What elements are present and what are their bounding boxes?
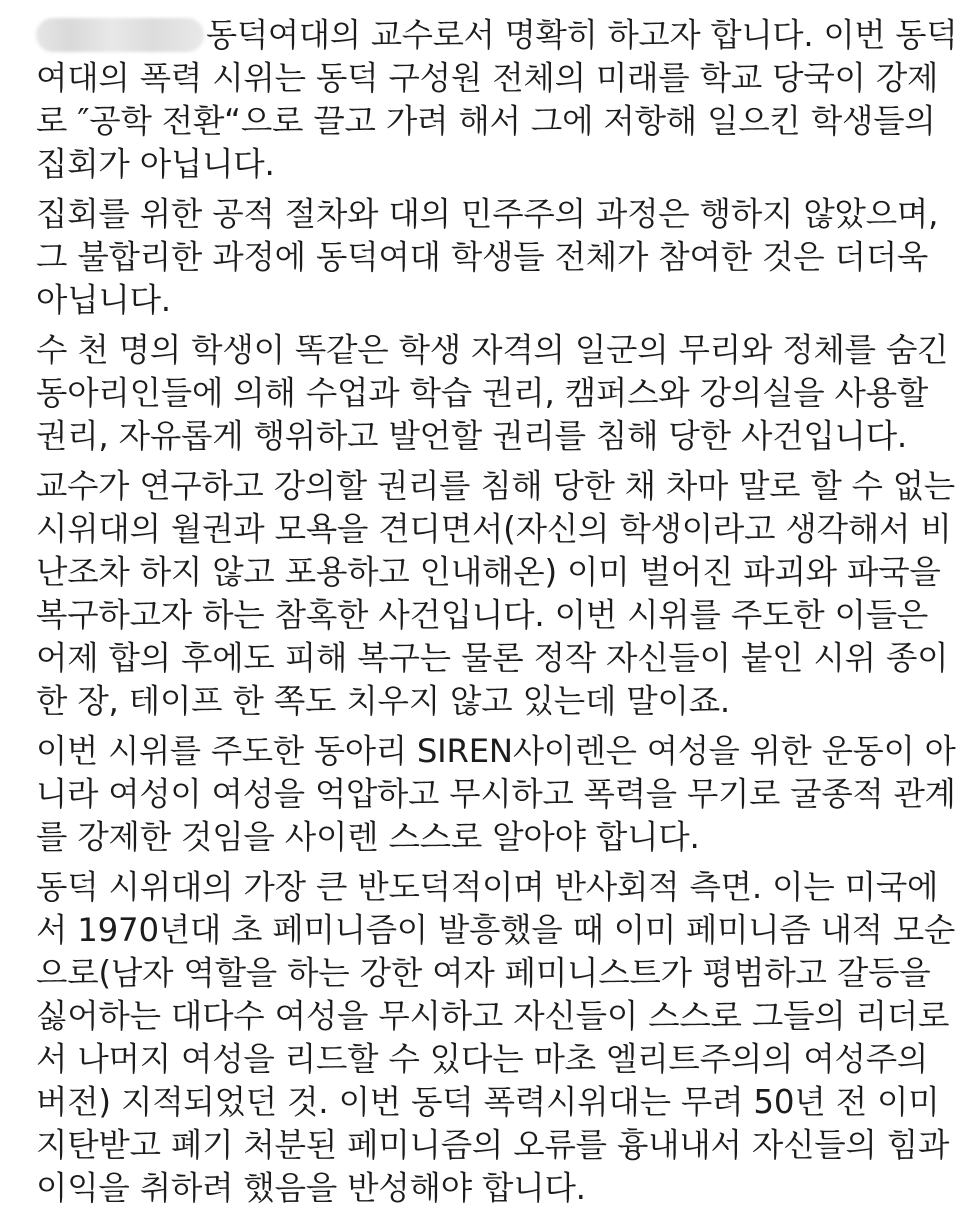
text-line: 싫어하는 대다수 여성을 무시하고 자신들이 스스로 그들의 리더로 (36, 997, 950, 1035)
text-line: 서 나머지 여성을 리드할 수 있다는 마초 엘리트주의의 여성주의 (36, 1040, 929, 1078)
text-line: 서 1970년대 초 페미니즘이 발흥했을 때 이미 페미니즘 내적 모순 (36, 911, 956, 949)
text-line: 동덕여대의 교수로서 명확히 하고자 합니다. 이번 동덕 (36, 14, 956, 57)
paragraph-1 (36, 14, 956, 186)
paragraph-4 (36, 465, 956, 723)
text-line: 동덕 시위대의 가장 큰 반도덕적이며 반사회적 측면. 이는 미국에 (36, 868, 939, 906)
text-line: 이번 시위를 주도한 동아리 SIREN사이렌은 여성을 위한 운동이 아 (36, 732, 956, 770)
text-line: 집회가 아닙니다. (36, 145, 275, 183)
text-line: 한 장, 테이프 한 쪽도 치우지 않고 있는데 말이죠. (36, 682, 731, 720)
post-body (36, 14, 956, 1217)
paragraph-5 (36, 730, 956, 859)
paragraph-3 (36, 329, 956, 458)
text-line: 난조차 하지 않고 포용하고 인내해온) 이미 벌어진 파괴와 파국을 (36, 553, 941, 591)
paragraph-6 (36, 866, 956, 1210)
text-line: 버전) 지적되었던 것. 이번 동덕 폭력시위대는 무려 50년 전 이미 (36, 1083, 940, 1121)
text-line: 니라 여성이 여성을 억압하고 무시하고 폭력을 무기로 굴종적 관계 (36, 775, 956, 813)
paragraph-2 (36, 193, 956, 322)
text-line: 여대의 폭력 시위는 동덕 구성원 전체의 미래를 학교 당국이 강제 (36, 59, 939, 97)
text-line: 어제 합의 후에도 피해 복구는 물론 정작 자신들이 붙인 시위 종이 (36, 639, 949, 677)
text-line: 아닙니다. (36, 281, 171, 319)
text-line: 으로(남자 역할을 하는 강한 여자 페미니스트가 평범하고 갈등을 (36, 954, 931, 992)
text-line: 를 강제한 것임을 사이렌 스스로 알아야 합니다. (36, 818, 700, 856)
text-line: 로 ″공학 전환“으로 끌고 가려 해서 그에 저항해 일으킨 학생들의 (36, 102, 936, 140)
redacted-author-name (36, 18, 204, 52)
text-line: 복구하고자 하는 참혹한 사건입니다. 이번 시위를 주도한 이들은 (36, 596, 929, 634)
text-line: 시위대의 월권과 모욕을 견디면서(자신의 학생이라고 생각해서 비 (36, 510, 952, 548)
text-line: 동아리인들에 의해 수업과 학습 권리, 캠퍼스와 강의실을 사용할 (36, 374, 929, 412)
text-line: 지탄받고 폐기 처분된 페미니즘의 오류를 흉내내서 자신들의 힘과 (36, 1126, 950, 1164)
text-line: 이익을 취하려 했음을 반성해야 합니다. (36, 1169, 586, 1207)
text-line: 집회를 위한 공적 절차와 대의 민주주의 과정은 행하지 않았으며, (36, 195, 939, 233)
text-line: 권리, 자유롭게 행위하고 발언할 권리를 침해 당한 사건입니다. (36, 417, 908, 455)
text-line: 그 불합리한 과정에 동덕여대 학생들 전체가 참여한 것은 더더욱 (36, 238, 929, 276)
text-line: 교수가 연구하고 강의할 권리를 침해 당한 채 차마 말로 할 수 없는 (36, 467, 955, 505)
text-line: 수 천 명의 학생이 똑같은 학생 자격의 일군의 무리와 정체를 숨긴 (36, 331, 949, 369)
